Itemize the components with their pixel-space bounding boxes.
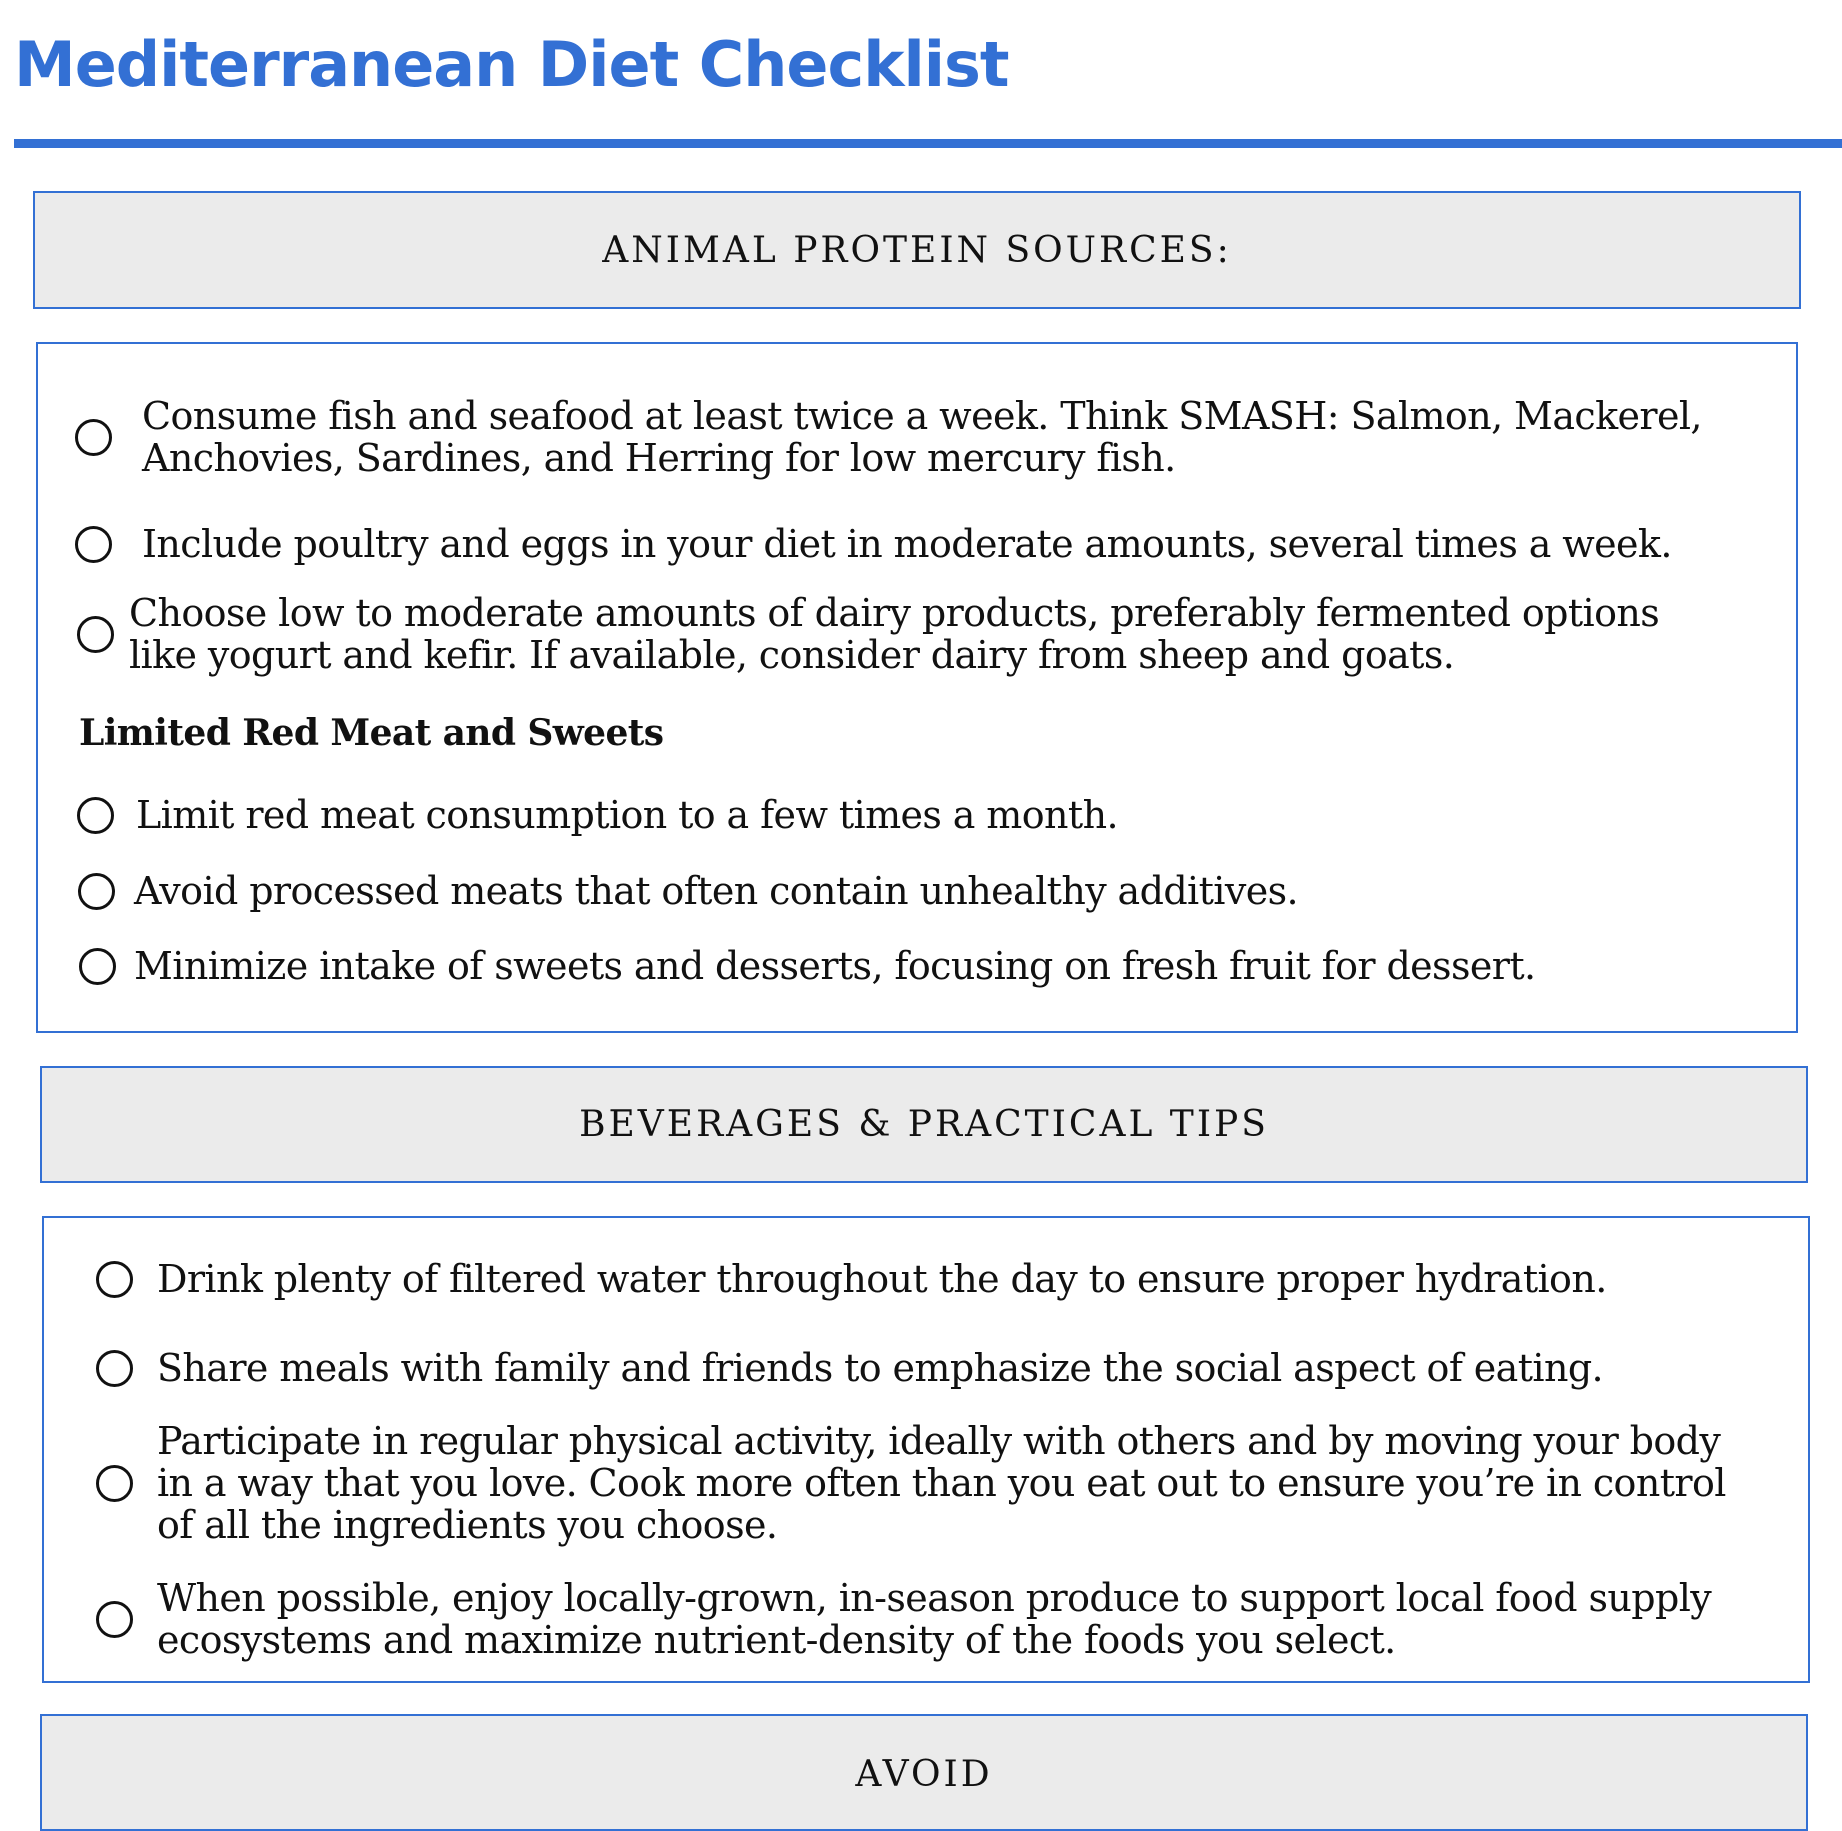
radio-circle-icon[interactable] <box>79 948 116 985</box>
section-header-label: AVOID <box>855 1754 993 1795</box>
checklist-item[interactable] <box>78 870 1758 912</box>
checklist-item-text: Drink plenty of filtered water throughout the day to ensure proper hydration. <box>157 1257 1607 1301</box>
section-header-animal-protein <box>33 191 1801 309</box>
radio-circle-icon[interactable] <box>96 1601 133 1638</box>
checklist-item-text: Consume fish and seafood at least twice a week. Think SMASH: Salmon, Mackerel, Anchovies, Sardines, and Herring for low mercury fish. <box>142 394 1702 480</box>
checklist-item[interactable] <box>96 1577 1736 1661</box>
radio-circle-icon[interactable] <box>75 526 112 563</box>
checklist-item[interactable] <box>77 592 1717 676</box>
checklist-item[interactable] <box>77 794 1757 836</box>
checklist-item-text: Choose low to moderate amounts of dairy products, preferably fermented options like yogurt and kefir. If available, consider dairy from sheep and goats. <box>129 591 1660 677</box>
checklist-item[interactable] <box>96 1258 1786 1300</box>
radio-circle-icon[interactable] <box>77 616 114 653</box>
checklist-item-text: Minimize intake of sweets and desserts, focusing on fresh fruit for dessert. <box>134 944 1536 988</box>
section-header-avoid <box>40 1714 1808 1831</box>
radio-circle-icon[interactable] <box>77 797 114 834</box>
checklist-item[interactable] <box>96 1347 1786 1389</box>
section-header-label: BEVERAGES & PRACTICAL TIPS <box>579 1104 1269 1145</box>
radio-circle-icon[interactable] <box>78 873 115 910</box>
radio-circle-icon[interactable] <box>96 1261 133 1298</box>
checklist-item-text: Limit red meat consumption to a few times a month. <box>136 793 1118 837</box>
checklist-item[interactable] <box>96 1420 1736 1546</box>
checklist-item-text: Include poultry and eggs in your diet in moderate amounts, several times a week. <box>142 522 1672 566</box>
checklist-item[interactable] <box>79 945 1759 987</box>
section-header-beverages <box>40 1066 1808 1183</box>
checklist-item[interactable] <box>75 395 1715 479</box>
radio-circle-icon[interactable] <box>96 1350 133 1387</box>
checklist-item-text: Participate in regular physical activity, ideally with others and by moving your body in a way that you love. Cook more often than you eat out to ensure you’re in control of all the ingredients you choose. <box>157 1419 1726 1547</box>
subheading-red-meat-sweets: Limited Red Meat and Sweets <box>79 712 664 754</box>
title-divider <box>14 139 1842 148</box>
checklist-item-text: Share meals with family and friends to emphasize the social aspect of eating. <box>157 1346 1604 1390</box>
radio-circle-icon[interactable] <box>96 1465 133 1502</box>
section-header-label: ANIMAL PROTEIN SOURCES: <box>602 229 1232 271</box>
checklist-item-text: Avoid processed meats that often contain unhealthy additives. <box>134 869 1298 913</box>
checklist-item-text: When possible, enjoy locally-grown, in-season produce to support local food supply ecosystems and maximize nutrient-density of the foods you select. <box>157 1576 1712 1662</box>
page-title: Mediterranean Diet Checklist <box>14 28 1009 101</box>
radio-circle-icon[interactable] <box>75 419 112 456</box>
checklist-item[interactable] <box>75 523 1755 565</box>
